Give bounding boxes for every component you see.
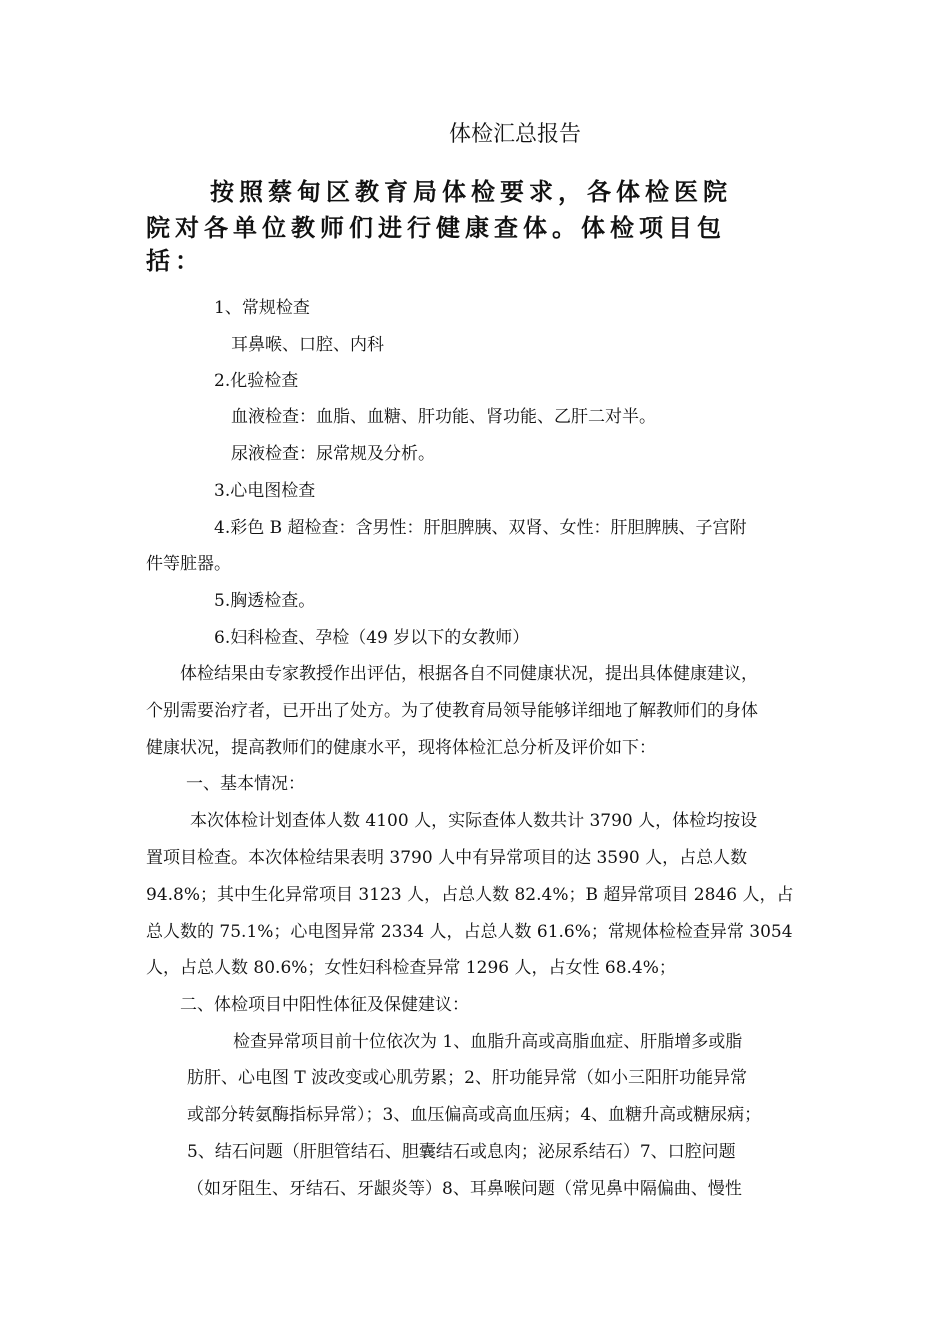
section-2-title: 二、体检项目中阳性体征及保健建议： bbox=[180, 995, 469, 1015]
item-2-blood: 血液检查：血脂、血糖、肝功能、肾功能、乙肝二对半。 bbox=[231, 407, 656, 427]
section-2-line-5: （如牙阻生、牙结石、牙龈炎等）8、耳鼻喉问题（常见鼻中隔偏曲、慢性 bbox=[187, 1179, 742, 1199]
intro-line-3: 括： bbox=[146, 247, 204, 275]
section-1-line-4: 总人数的 75.1%；心电图异常 2334 人，占总人数 61.6%；常规体检检查异常 3054 bbox=[146, 922, 793, 942]
item-6: 6.妇科检查、孕检（49 岁以下的女教师） bbox=[214, 628, 530, 648]
item-3: 3.心电图检查 bbox=[214, 481, 316, 501]
section-2-line-3: 或部分转氨酶指标异常）；3、血压偏高或高血压病；4、血糖升高或糖尿病； bbox=[187, 1105, 762, 1125]
section-1-line-5: 人，占总人数 80.6%；女性妇科检查异常 1296 人，占女性 68.4%； bbox=[146, 958, 676, 978]
section-1-line-3: 94.8%；其中生化异常项目 3123 人，占总人数 82.4%；B 超异常项目 2846 人，占 bbox=[146, 885, 794, 905]
summary-line-1: 体检结果由专家教授作出评估，根据各自不同健康状况，提出具体健康建议， bbox=[180, 664, 758, 684]
section-1-line-2: 置项目检查。本次体检结果表明 3790 人中有异常项目的达 3590 人，占总人数 bbox=[146, 848, 748, 868]
item-4-line-2: 件等脏器。 bbox=[146, 554, 231, 574]
page-title: 体检汇总报告 bbox=[448, 122, 581, 147]
section-2-line-1: 检查异常项目前十位依次为 1、血脂升高或高脂血症、肝脂增多或脂 bbox=[233, 1032, 743, 1052]
intro-line-2: 院对各单位教师们进行健康查体。体检项目包 bbox=[146, 214, 726, 242]
item-1-detail: 耳鼻喉、口腔、内科 bbox=[231, 335, 384, 355]
section-1-title: 一、基本情况： bbox=[186, 774, 305, 794]
summary-line-3: 健康状况，提高教师们的健康水平，现将体检汇总分析及评价如下： bbox=[146, 738, 656, 758]
section-2-line-4: 5、结石问题（肝胆管结石、胆囊结石或息肉；泌尿系结石）7、口腔问题 bbox=[187, 1142, 736, 1162]
item-5: 5.胸透检查。 bbox=[214, 591, 316, 611]
item-2-title: 2.化验检查 bbox=[214, 371, 299, 391]
summary-line-2: 个别需要治疗者，已开出了处方。为了使教育局领导能够详细地了解教师们的身体 bbox=[146, 701, 758, 721]
intro-line-1: 按照蔡甸区教育局体检要求，各体检医院 bbox=[210, 178, 732, 206]
section-2-line-2: 肪肝、心电图 T 波改变或心肌劳累；2、肝功能异常（如小三阳肝功能异常 bbox=[187, 1068, 747, 1088]
item-4-line-1: 4.彩色 B 超检查：含男性：肝胆脾胰、双肾、女性：肝胆脾胰、子宫附 bbox=[214, 518, 747, 538]
item-1-title: 1、常规检查 bbox=[214, 298, 310, 318]
section-1-line-1: 本次体检计划查体人数 4100 人，实际查体人数共计 3790 人，体检均按设 bbox=[190, 811, 758, 831]
item-2-urine: 尿液检查：尿常规及分析。 bbox=[231, 444, 435, 464]
